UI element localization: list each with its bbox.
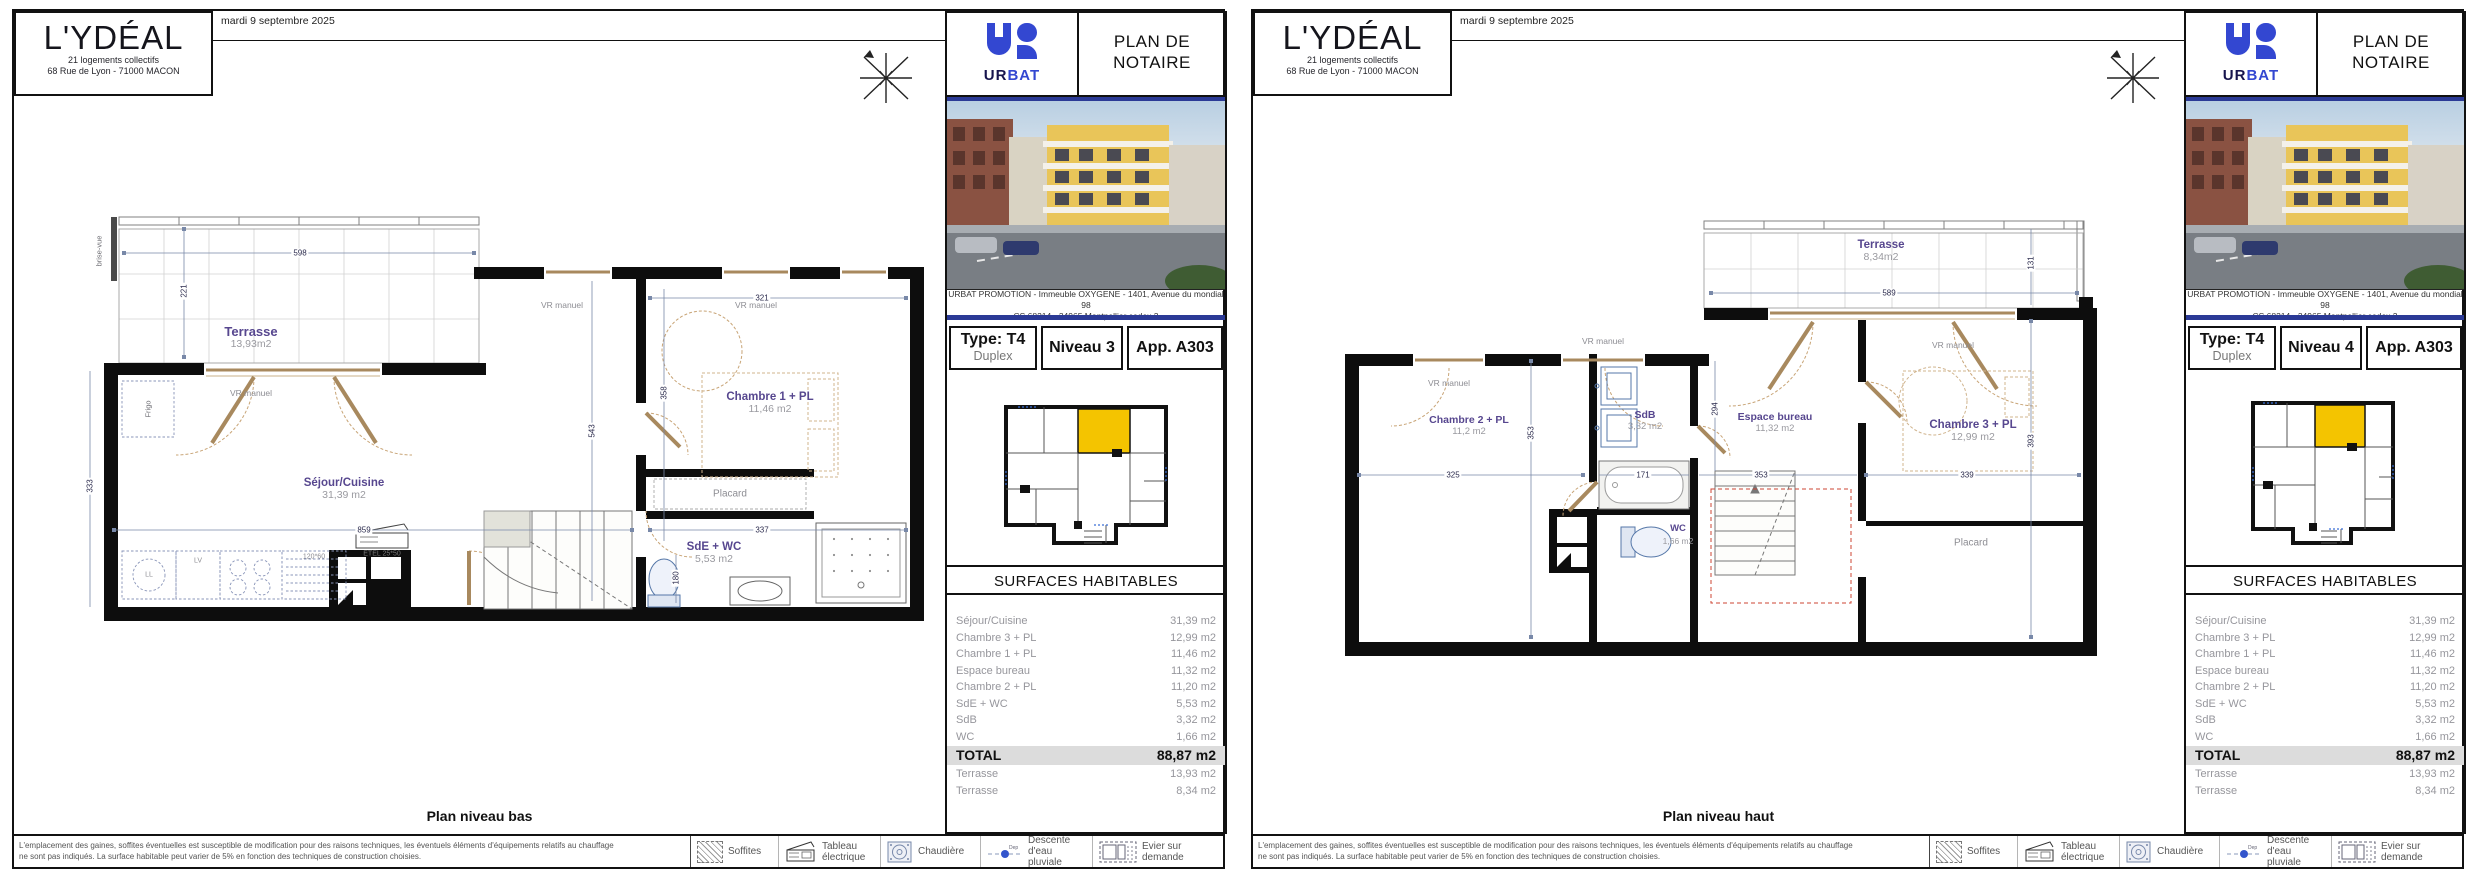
surface-row: Chambre 3 + PL 12,99 m2 [956, 631, 1216, 644]
photo-top-bar [947, 97, 1225, 101]
unit-type-box: Type: T4 Duplex [949, 326, 1037, 370]
doc-title: PLAN DE NOTAIRE [2352, 32, 2430, 72]
dim-321: 321 [755, 293, 769, 303]
photo-top-bar [2186, 97, 2464, 101]
surface-row: Chambre 2 + PL 11,20 m2 [956, 681, 1216, 693]
info-panel [945, 11, 1227, 834]
info-panel [2184, 11, 2466, 834]
floor-plan-drawing [1253, 41, 2184, 834]
promoter-address: URBAT PROMOTION - Immeuble OXYGENE - 1401, Avenue du mondial 98 [2187, 289, 2463, 310]
surface-row: Chambre 2 + PL 11,20 m2 [2195, 681, 2455, 693]
surface-row: Séjour/Cuisine 31,39 m2 [956, 615, 1216, 627]
vr-manuel-label: VR manuel [1931, 340, 1975, 350]
vr-manuel-label: VR manuel [1581, 336, 1625, 346]
dim-353: 353 [1526, 426, 1536, 440]
sink-icon [1099, 840, 1137, 864]
surfaces-title: SURFACES HABITABLES [947, 565, 1225, 595]
dim-393: 393 [2026, 434, 2036, 448]
room-label-espace-bureau: Espace bureau 11,32 m2 [1737, 411, 1813, 434]
legend-soffites: Soffites [691, 836, 779, 867]
room-label-terrasse: Terrasse 13,93m2 [224, 324, 278, 350]
dim-221: 221 [179, 284, 189, 298]
surface-row: SdB 3,32 m2 [956, 714, 1216, 726]
room-label-chambre2: Chambre 2 + PL 11,2 m2 [1429, 414, 1509, 437]
unit-level-box: Niveau 3 [1041, 326, 1123, 370]
terrace-row: Terrasse 8,34 m2 [2195, 784, 2455, 797]
room-label-chambre3: Chambre 3 + PL 12,99 m2 [1929, 419, 2017, 443]
plan-legend [690, 836, 1226, 867]
boiler-icon [2126, 840, 2152, 864]
surface-total-row: TOTAL 88,87 m2 [947, 746, 1225, 765]
surface-row: Espace bureau 11,32 m2 [956, 664, 1216, 677]
electrical-panel-icon [2024, 840, 2056, 864]
doc-title-box [1079, 13, 1225, 97]
disclaimer-text: L'emplacement des gaines, soffites éventuelles est susceptible de modification pour des raisons techniques, les éventuels éléments d'équipements relatifs au chauffage ne sont pas indiqués. La surface habitable peut varier de 5% en fonction des techniques de construction choisies. [19, 841, 614, 861]
doc-title-box [2318, 13, 2464, 97]
brise-vue-label: brise-vue [94, 235, 104, 267]
urbat-logo-word: URBAT [983, 67, 1041, 84]
urbat-logo [2186, 13, 2318, 97]
dim-333: 333 [85, 479, 95, 493]
terrace-row: Terrasse 8,34 m2 [956, 784, 1216, 797]
surfaces-table [947, 603, 1225, 799]
terrace-row: Terrasse 13,93 m2 [2195, 768, 2455, 780]
building-photo-image [2186, 101, 2464, 289]
legend-soffites: Soffites [1930, 836, 2018, 867]
sink-icon [2338, 840, 2376, 864]
doc-title: PLAN DE NOTAIRE [1113, 32, 1191, 72]
room-label-sdb: SdB 3,32 m2 [1627, 409, 1663, 432]
promoter-address: URBAT PROMOTION - Immeuble OXYGENE - 1401, Avenue du mondial 98 [948, 289, 1224, 310]
unit-number-box: App. A303 [1127, 326, 1223, 370]
north-arrow-icon [2107, 50, 2159, 103]
sheet-plan-niveau-haut [1239, 0, 2478, 877]
building-photo [947, 97, 1225, 290]
disclaimer-text: L'emplacement des gaines, soffites éventuelles est susceptible de modification pour des raisons techniques, les éventuels éléments d'équipements relatifs au chauffage ne sont pas indiqués. La surface habitable peut varier de 5% en fonction des techniques de construction choisies. [1258, 841, 1853, 861]
vr-manuel-label: VR manuel [1427, 378, 1471, 388]
legend-descente-eau: Dep Descente d'eau pluviale [981, 836, 1093, 867]
placard-label: Placard [713, 488, 747, 500]
legend-descente-eau: Dep Descente d'eau pluviale [2220, 836, 2332, 867]
floor-plan-niveau-bas [14, 41, 945, 834]
unit-type-box: Type: T4 Duplex [2188, 326, 2276, 370]
project-subtitle-2: 68 Rue de Lyon - 71000 MACON [47, 66, 180, 76]
surface-row: WC 1,66 m2 [2195, 730, 2455, 743]
terrace-row: Terrasse 13,93 m2 [956, 768, 1216, 780]
legend-chaudiere: Chaudière [881, 836, 981, 867]
dim-598: 598 [293, 248, 307, 258]
vr-manuel-label: VR manuel [734, 300, 778, 310]
project-subtitle-1: 21 logements collectifs [1306, 55, 1399, 65]
key-plan-drawing [984, 381, 1189, 559]
vr-manuel-label: VR manuel [540, 300, 584, 310]
surfaces-table [2186, 603, 2464, 799]
plan-caption: Plan niveau haut [1662, 808, 1775, 824]
legend-chaudiere: Chaudière [2120, 836, 2220, 867]
building-photo [2186, 97, 2464, 290]
surface-row: Chambre 1 + PL 11,46 m2 [956, 648, 1216, 660]
building-photo-image [947, 101, 1225, 289]
date-label: mardi 9 septembre 2025 [213, 11, 945, 41]
placard-label: Placard [1954, 537, 1988, 549]
sheet-footer [1253, 834, 2464, 867]
legend-tableau-electrique: Tableau électrique [779, 836, 881, 867]
plan-caption: Plan niveau bas [426, 808, 533, 824]
surface-row: Espace bureau 11,32 m2 [2195, 664, 2455, 677]
north-arrow-icon [860, 50, 912, 103]
blue-separator [2186, 315, 2464, 320]
date-label: mardi 9 septembre 2025 [1452, 11, 2184, 41]
sheet-footer [14, 834, 1225, 867]
dim-358: 358 [659, 386, 669, 400]
unit-info-row [2186, 324, 2464, 372]
room-label-sejour: Séjour/Cuisine 31,39 m2 [303, 477, 385, 501]
surface-row: SdE + WC 5,53 m2 [2195, 697, 2455, 710]
soffites-icon [697, 841, 723, 863]
svg-text:Dep: Dep [2248, 844, 2258, 851]
frigo-label: Frigo [143, 400, 153, 418]
dim-337: 337 [755, 525, 769, 535]
downpipe-icon [2226, 842, 2262, 862]
room-label-wc: WC 1,66 m2 [1662, 523, 1694, 546]
unit-number-box: App. A303 [2366, 326, 2462, 370]
dim-589: 589 [1882, 288, 1896, 298]
dim-543: 543 [587, 424, 597, 438]
urbat-logo-icon [2220, 21, 2282, 67]
downpipe-icon [987, 842, 1023, 862]
room-label-terrasse: Terrasse 8,34m2 [1857, 239, 1905, 263]
urbat-logo-icon [981, 21, 1043, 67]
surfaces-title: SURFACES HABITABLES [2186, 565, 2464, 595]
dim-353b: 353 [1754, 470, 1768, 480]
unit-info-row [947, 324, 1225, 372]
svg-text:Dep: Dep [1009, 844, 1019, 851]
surface-row: Chambre 3 + PL 12,99 m2 [2195, 631, 2455, 644]
floor-plan-drawing [14, 41, 945, 834]
etel-label: ETEL 25*50 [363, 550, 401, 558]
legend-tableau-electrique: Tableau électrique [2018, 836, 2120, 867]
floor-plan-niveau-haut [1253, 41, 2184, 834]
plan-legend [1929, 836, 2465, 867]
surface-row: Séjour/Cuisine 31,39 m2 [2195, 615, 2455, 627]
project-subtitle-2: 68 Rue de Lyon - 71000 MACON [1286, 66, 1419, 76]
dim-859: 859 [357, 525, 371, 535]
key-plan [2186, 375, 2464, 565]
boiler-icon [887, 840, 913, 864]
electrical-panel-icon [785, 840, 817, 864]
room-label-sde-wc: SdE + WC 5,53 m2 [686, 541, 742, 565]
surface-row: SdE + WC 5,53 m2 [956, 697, 1216, 710]
sink-size-label: 120*60 [302, 553, 326, 561]
surface-row: WC 1,66 m2 [956, 730, 1216, 743]
lv-label: LV [193, 557, 203, 565]
dim-325: 325 [1446, 470, 1460, 480]
dim-339: 339 [1960, 470, 1974, 480]
dim-171: 171 [1636, 470, 1650, 480]
surface-total-row: TOTAL 88,87 m2 [2186, 746, 2464, 765]
vr-manuel-label: VR manuel [229, 388, 273, 398]
ll-label: LL [145, 571, 153, 579]
surface-row: SdB 3,32 m2 [2195, 714, 2455, 726]
surface-row: Chambre 1 + PL 11,46 m2 [2195, 648, 2455, 660]
dim-131: 131 [2026, 256, 2036, 270]
room-label-chambre1: Chambre 1 + PL 11,46 m2 [726, 391, 814, 415]
key-plan [947, 375, 1225, 565]
project-title: L'YDÉAL [1282, 19, 1423, 56]
legend-evier: Evier sur demande [2332, 836, 2461, 867]
dim-180: 180 [671, 571, 681, 585]
urbat-logo [947, 13, 1079, 97]
unit-level-box: Niveau 4 [2280, 326, 2362, 370]
soffites-icon [1936, 841, 1962, 863]
legend-evier: Evier sur demande [1093, 836, 1222, 867]
dim-294: 294 [1710, 402, 1720, 416]
project-subtitle-1: 21 logements collectifs [67, 55, 160, 65]
project-title: L'YDÉAL [43, 19, 184, 56]
blue-separator [947, 315, 1225, 320]
key-plan-drawing [2223, 381, 2428, 559]
urbat-logo-word: URBAT [2222, 67, 2280, 84]
